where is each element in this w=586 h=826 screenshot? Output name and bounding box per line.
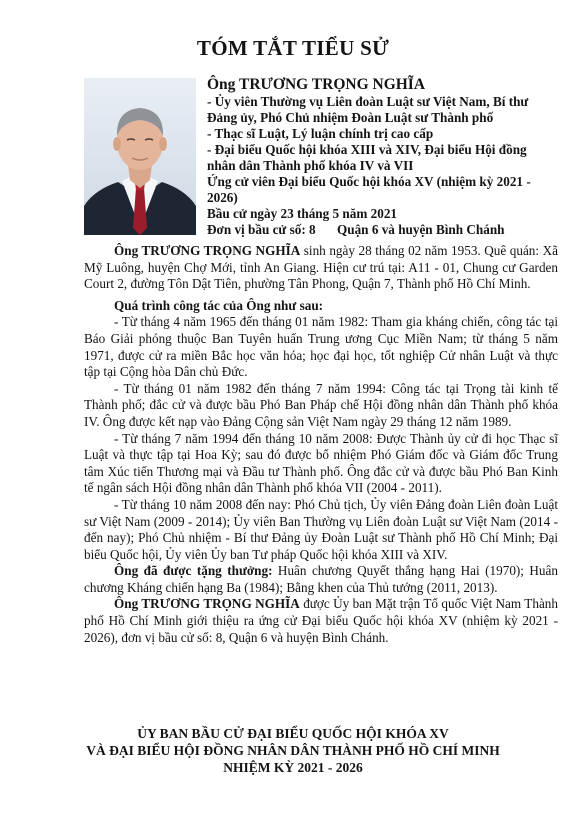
career-item: - Từ tháng 01 năm 1982 đến tháng 7 năm 1994: Công tác tại Trọng tài kinh tế Thành phố; đắc cử và được bầu Phó Ban Pháp chế Hội đồng nhân dân Thành phố khóa IV. Ông được kết nạp vào Đảng Cộng sản Việt Nam ngày 29 tháng 12 năm 1989. [84, 380, 558, 429]
career-heading: Quá trình công tác của Ông như sau: [114, 297, 324, 313]
intro-paragraph [84, 243, 558, 293]
career-item: - Từ tháng 7 năm 1994 đến tháng 10 năm 2008: Được Thành ủy cử đi học Thạc sĩ Luật và thực tập tại Hoa Kỳ; sau đó được bổ nhiệm Phó Giám đốc và Giám đốc Trung tâm Xúc tiến Thương mại và Đầu tư Thành phố. Ông đắc cử và được bầu Phó Ban Kinh tế ngân sách Hội đồng nhân dân Thành phố khóa VII (2004 - 2011). [84, 430, 558, 496]
role-line: - Thạc sĩ Luật, Lý luận chính trị cao cấp [207, 126, 434, 141]
biography-body [84, 243, 558, 646]
nomination-paragraph [84, 596, 558, 646]
intro-text: sinh ngày 28 tháng 02 năm 1953. Quê quán: Xã Mỹ Luông, huyện Chợ Mới, tỉnh An Giang. Hiện cư trú tại: A11 - 01, Chung cư Garden Court 2, đường Tôn Dật Tiên, phường Tân Phong, Quận 7, Thành phố Hồ Chí Minh. [84, 243, 558, 292]
candidate-header [207, 75, 552, 238]
issuer-line: NHIỆM KỲ 2021 - 2026 [223, 760, 363, 775]
issuer-line: VÀ ĐẠI BIỂU HỘI ĐỒNG NHÂN DÂN THÀNH PHỐ HỒ CHÍ MINH [86, 743, 500, 758]
issuer-line: ỦY BAN BẦU CỬ ĐẠI BIỂU QUỐC HỘI KHÓA XV [137, 726, 449, 741]
page-title: TÓM TẮT TIỂU SỬ [196, 36, 390, 60]
election-unit-label: Đơn vị bầu cử số: 8 [207, 222, 316, 237]
election-unit [207, 222, 552, 238]
issuer-block [0, 725, 586, 776]
nomination-name: Ông TRƯƠNG TRỌNG NGHĨA [114, 596, 300, 612]
candidacy-line: Ứng cử viên Đại biểu Quốc hội khóa XV (nhiệm kỳ 2021 - 2026) [207, 174, 531, 205]
intro-name: Ông TRƯƠNG TRỌNG NGHĨA [114, 243, 301, 258]
election-day: Bầu cử ngày 23 tháng 5 năm 2021 [207, 206, 398, 221]
candidate-name: Ông TRƯƠNG TRỌNG NGHĨA [207, 76, 426, 93]
election-unit-value: Quận 6 và huyện Bình Chánh [337, 222, 505, 237]
awards-text: Huân chương Quyết thắng hạng Hai (1970); Huân chương Kháng chiến hạng Ba (1984); Bằng khen của Thủ tướng (2011, 2013). [84, 563, 558, 595]
role-line: - Đại biểu Quốc hội khóa XIII và XIV, Đại biểu Hội đồng nhân dân Thành phố khóa IV và VII [207, 142, 527, 173]
career-item: - Từ tháng 10 năm 2008 đến nay: Phó Chủ tịch, Ủy viên Đảng đoàn Liên đoàn Luật sư Việt Nam (2009 - 2014); Ủy viên Ban Thường vụ Liên đoàn Luật sư Việt Nam (2014 - đến nay); Phó Chủ nhiệm - Bí thư Đảng ủy Đoàn Luật sư Thành phố Hồ Chí Minh; Đại biểu Quốc hội, Ủy viên Ủy ban Tư pháp Quốc hội khóa XIII và XIV. [84, 496, 558, 562]
portrait-photo [84, 78, 196, 235]
nomination-text: được Ủy ban Mặt trận Tổ quốc Việt Nam Thành phố Hồ Chí Minh giới thiệu ra ứng cử Đại biểu Quốc hội khóa XV (nhiệm kỳ 2021 - 2026), đơn vị bầu cử số: 8, Quận 6 và huyện Bình Chánh. [84, 596, 558, 645]
role-line: - Ủy viên Thường vụ Liên đoàn Luật sư Việt Nam, Bí thư Đảng ủy, Phó Chủ nhiệm Đoàn Luật sư Thành phố [207, 94, 529, 125]
awards-label: Ông đã được tặng thưởng: [114, 563, 273, 579]
career-item: - Từ tháng 4 năm 1965 đến tháng 01 năm 1982: Tham gia kháng chiến, công tác tại Báo Giải phóng thuộc Ban Tuyên huấn Trung ương Cục Miền Nam; từ tháng 5 năm 1971, được cử ra miền Bắc học văn hóa; học đại học, tốt nghiệp Cử nhân Luật và thực tập tại Cộng hòa Dân chủ Đức. [84, 314, 558, 380]
awards-paragraph [84, 563, 558, 596]
